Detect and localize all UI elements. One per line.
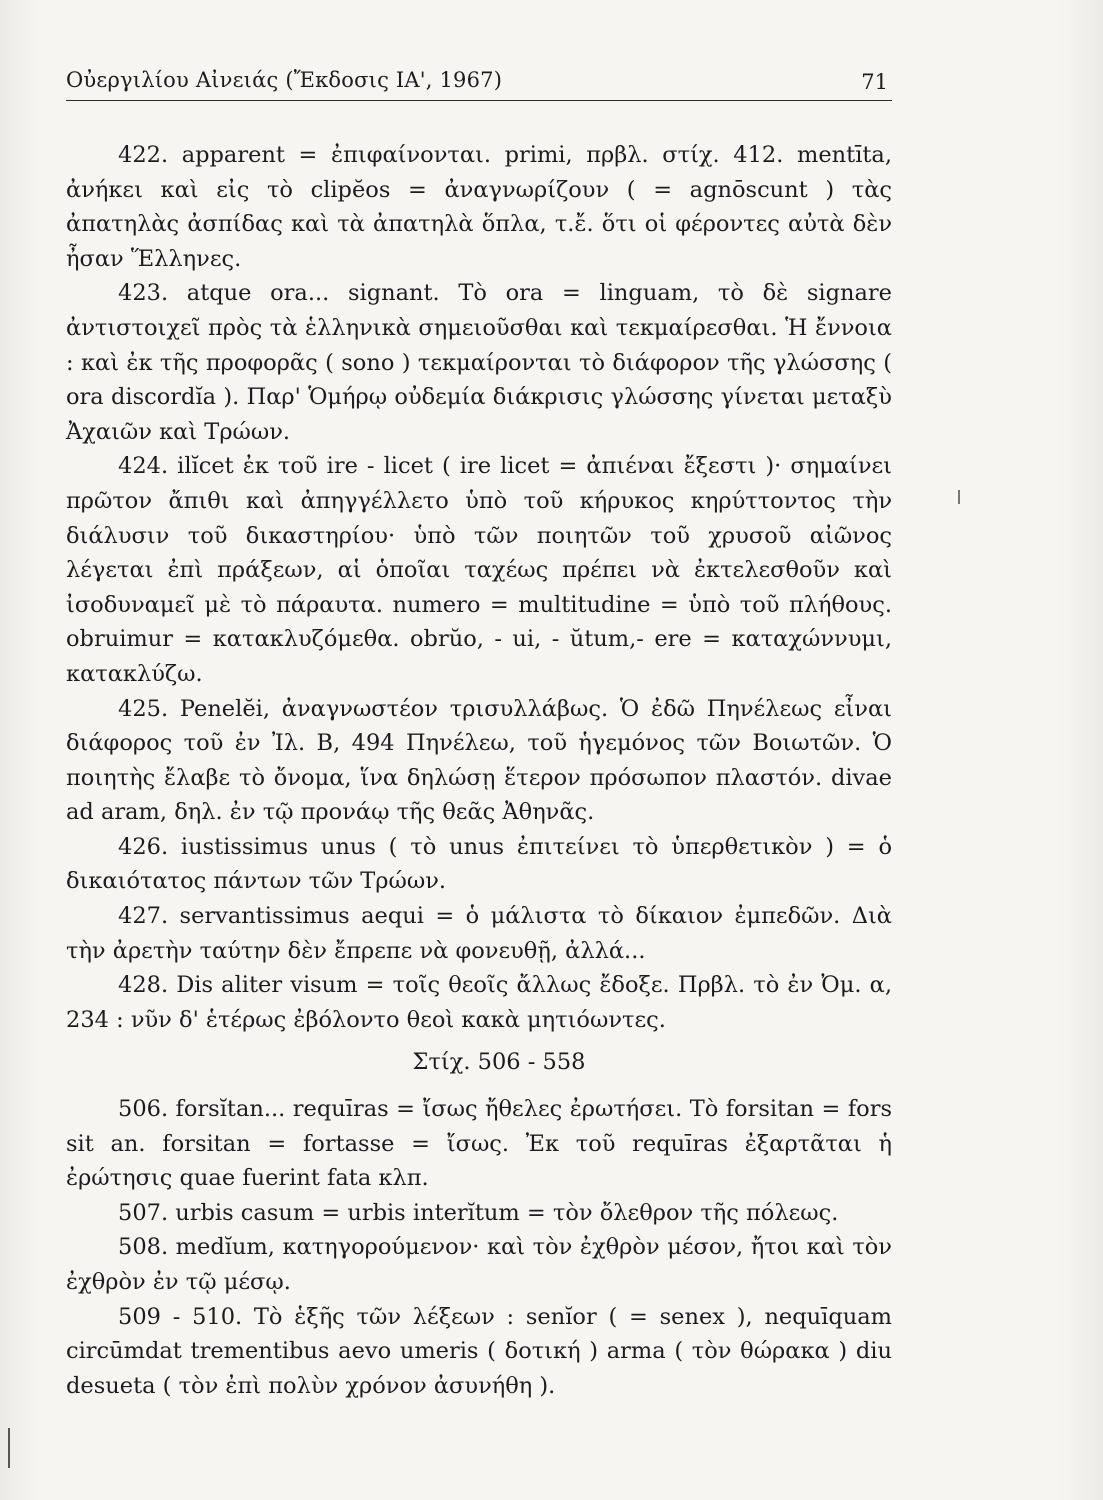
note-506: 506. forsĭtan... requīras = ἴσως ἤθελες ἐρωτήσει. Τὸ forsitan = fors sit an. forsitan = fortasse = ἴσως. Ἐκ τοῦ requīras ἐξαρτᾶται ἡ ἐρώτησις quae fuerint fata κλπ. xyxy=(66,1096,892,1192)
section-heading: Στίχ. 506 - 558 xyxy=(412,1049,586,1076)
running-header xyxy=(66,68,892,101)
note-509-510: 509 - 510. Τὸ ἑξῆς τῶν λέξεων : senĭor ( = senex ), nequīquam circūmdat trementibus aevo umeris ( δοτική ) arma ( τὸν θώρακα ) diu desueta ( τὸν ἐπὶ πολὺν χρόνον ἀσυνήθη ). xyxy=(66,1303,892,1399)
note-507: 507. urbis casum = urbis interĭtum = τὸν ὄλεθρον τῆς πόλεως. xyxy=(118,1199,839,1226)
note-425: 425. Penelĕi, ἀναγνωστέον τρισυλλάβως. Ὁ ἐδῶ Πηνέλεως εἶναι διάφορος τοῦ ἐν Ἰλ. Β, 494 Πηνέλεω, τοῦ ἡγεμόνος τῶν Βοιωτῶν. Ὁ ποιητὴς ἔλαβε τὸ ὄνομα, ἵνα δηλώσῃ ἕτερον πρόσωπον πλαστόν. divae ad aram, δηλ. ἐν τῷ προνάῳ τῆς θεᾶς Ἀθηνᾶς. xyxy=(66,695,892,826)
note-508: 508. medĭum, κατηγορούμενον· καὶ τὸν ἐχθρὸν μέσον, ἤτοι καὶ τὸν ἐχθρὸν ἐν τῷ μέσῳ. xyxy=(66,1234,892,1295)
note-422: 422. apparent = ἐπιφαίνονται. primi, πρβλ. στίχ. 412. mentīta, ἀνήκει καὶ εἰς τὸ clipĕos = ἀναγνωρίζουν ( = agnōscunt ) τὰς ἀπατηλὰς ἀσπίδας καὶ τὰ ἀπατηλὰ ὅπλα, τ.ἔ. ὅτι οἱ φέροντες αὐτὰ δὲν ἦσαν Ἕλληνες. xyxy=(66,142,892,272)
note-428: 428. Dis aliter visum = τοῖς θεοῖς ἄλλως ἔδοξε. Πρβλ. τὸ ἐν Ὀμ. α, 234 : νῦν δ' ἑτέρως ἐβόλοντο θεοὶ κακὰ μητιόωντες. xyxy=(66,972,892,1033)
running-title: Οὐεργιλίου Αἰνειάς (Ἔκδοσις ΙΑ', 1967) xyxy=(66,68,503,92)
note-424: 424. ilĭcet ἐκ τοῦ ire - licet ( ire licet = ἀπιέναι ἔξεστι )· σημαίνει πρῶτον ἄπιθι καὶ ἀπηγγέλλετο ὑπὸ τοῦ κήρυκος κηρύττοντος τὴν διάλυσιν τοῦ δικαστηρίου· ὑπὸ τῶν ποιητῶν τοῦ χρυσοῦ αἰῶνος λέγεται ἐπὶ πράξεων, αἱ ὁποῖαι ταχέως πρέπει νὰ ἐκτελεσθοῦν καὶ ἰσοδυναμεῖ μὲ τὸ πάραυτα. numero = multitudine = ὑπὸ τοῦ πλήθους. obruimur = κατακλυζόμεθα. obrŭo, - ui, - ŭtum,- ere = καταχώννυμι, κατακλύζω. xyxy=(66,453,892,687)
page-number: 71 xyxy=(861,70,888,94)
note-423: 423. atque ora... signant. Τὸ ora = linguam, τὸ δὲ signare ἀντιστοιχεῖ πρὸς τὰ ἑλληνικὰ σημειοῦσθαι καὶ τεκμαίρεσθαι. Ἡ ἔννοια : καὶ ἐκ τῆς προφορᾶς ( sono ) τεκμαίρονται τὸ διάφορον τῆς γλώσσης ( ora discordĭa ). Παρ' Ὁμήρῳ οὐδεμία διάκρισις γλώσσης γίνεται μεταξὺ Ἀχαιῶν καὶ Τρώων. xyxy=(66,280,892,445)
note-426: 426. iustissimus unus ( τὸ unus ἐπιτείνει τὸ ὑπερθετικὸν ) = ὁ δικαιότατος πάντων τῶν Τρώων. xyxy=(66,833,892,895)
note-427: 427. servantissimus aequi = ὁ μάλιστα τὸ δίκαιον ἐμπεδῶν. Διὰ τὴν ἀρετὴν ταύτην δὲν ἔπρεπε νὰ φονευθῇ, ἀλλά... xyxy=(66,903,892,964)
commentary-body xyxy=(66,138,892,1403)
binding-edge-mark xyxy=(8,1428,10,1468)
scan-mark xyxy=(958,490,960,504)
